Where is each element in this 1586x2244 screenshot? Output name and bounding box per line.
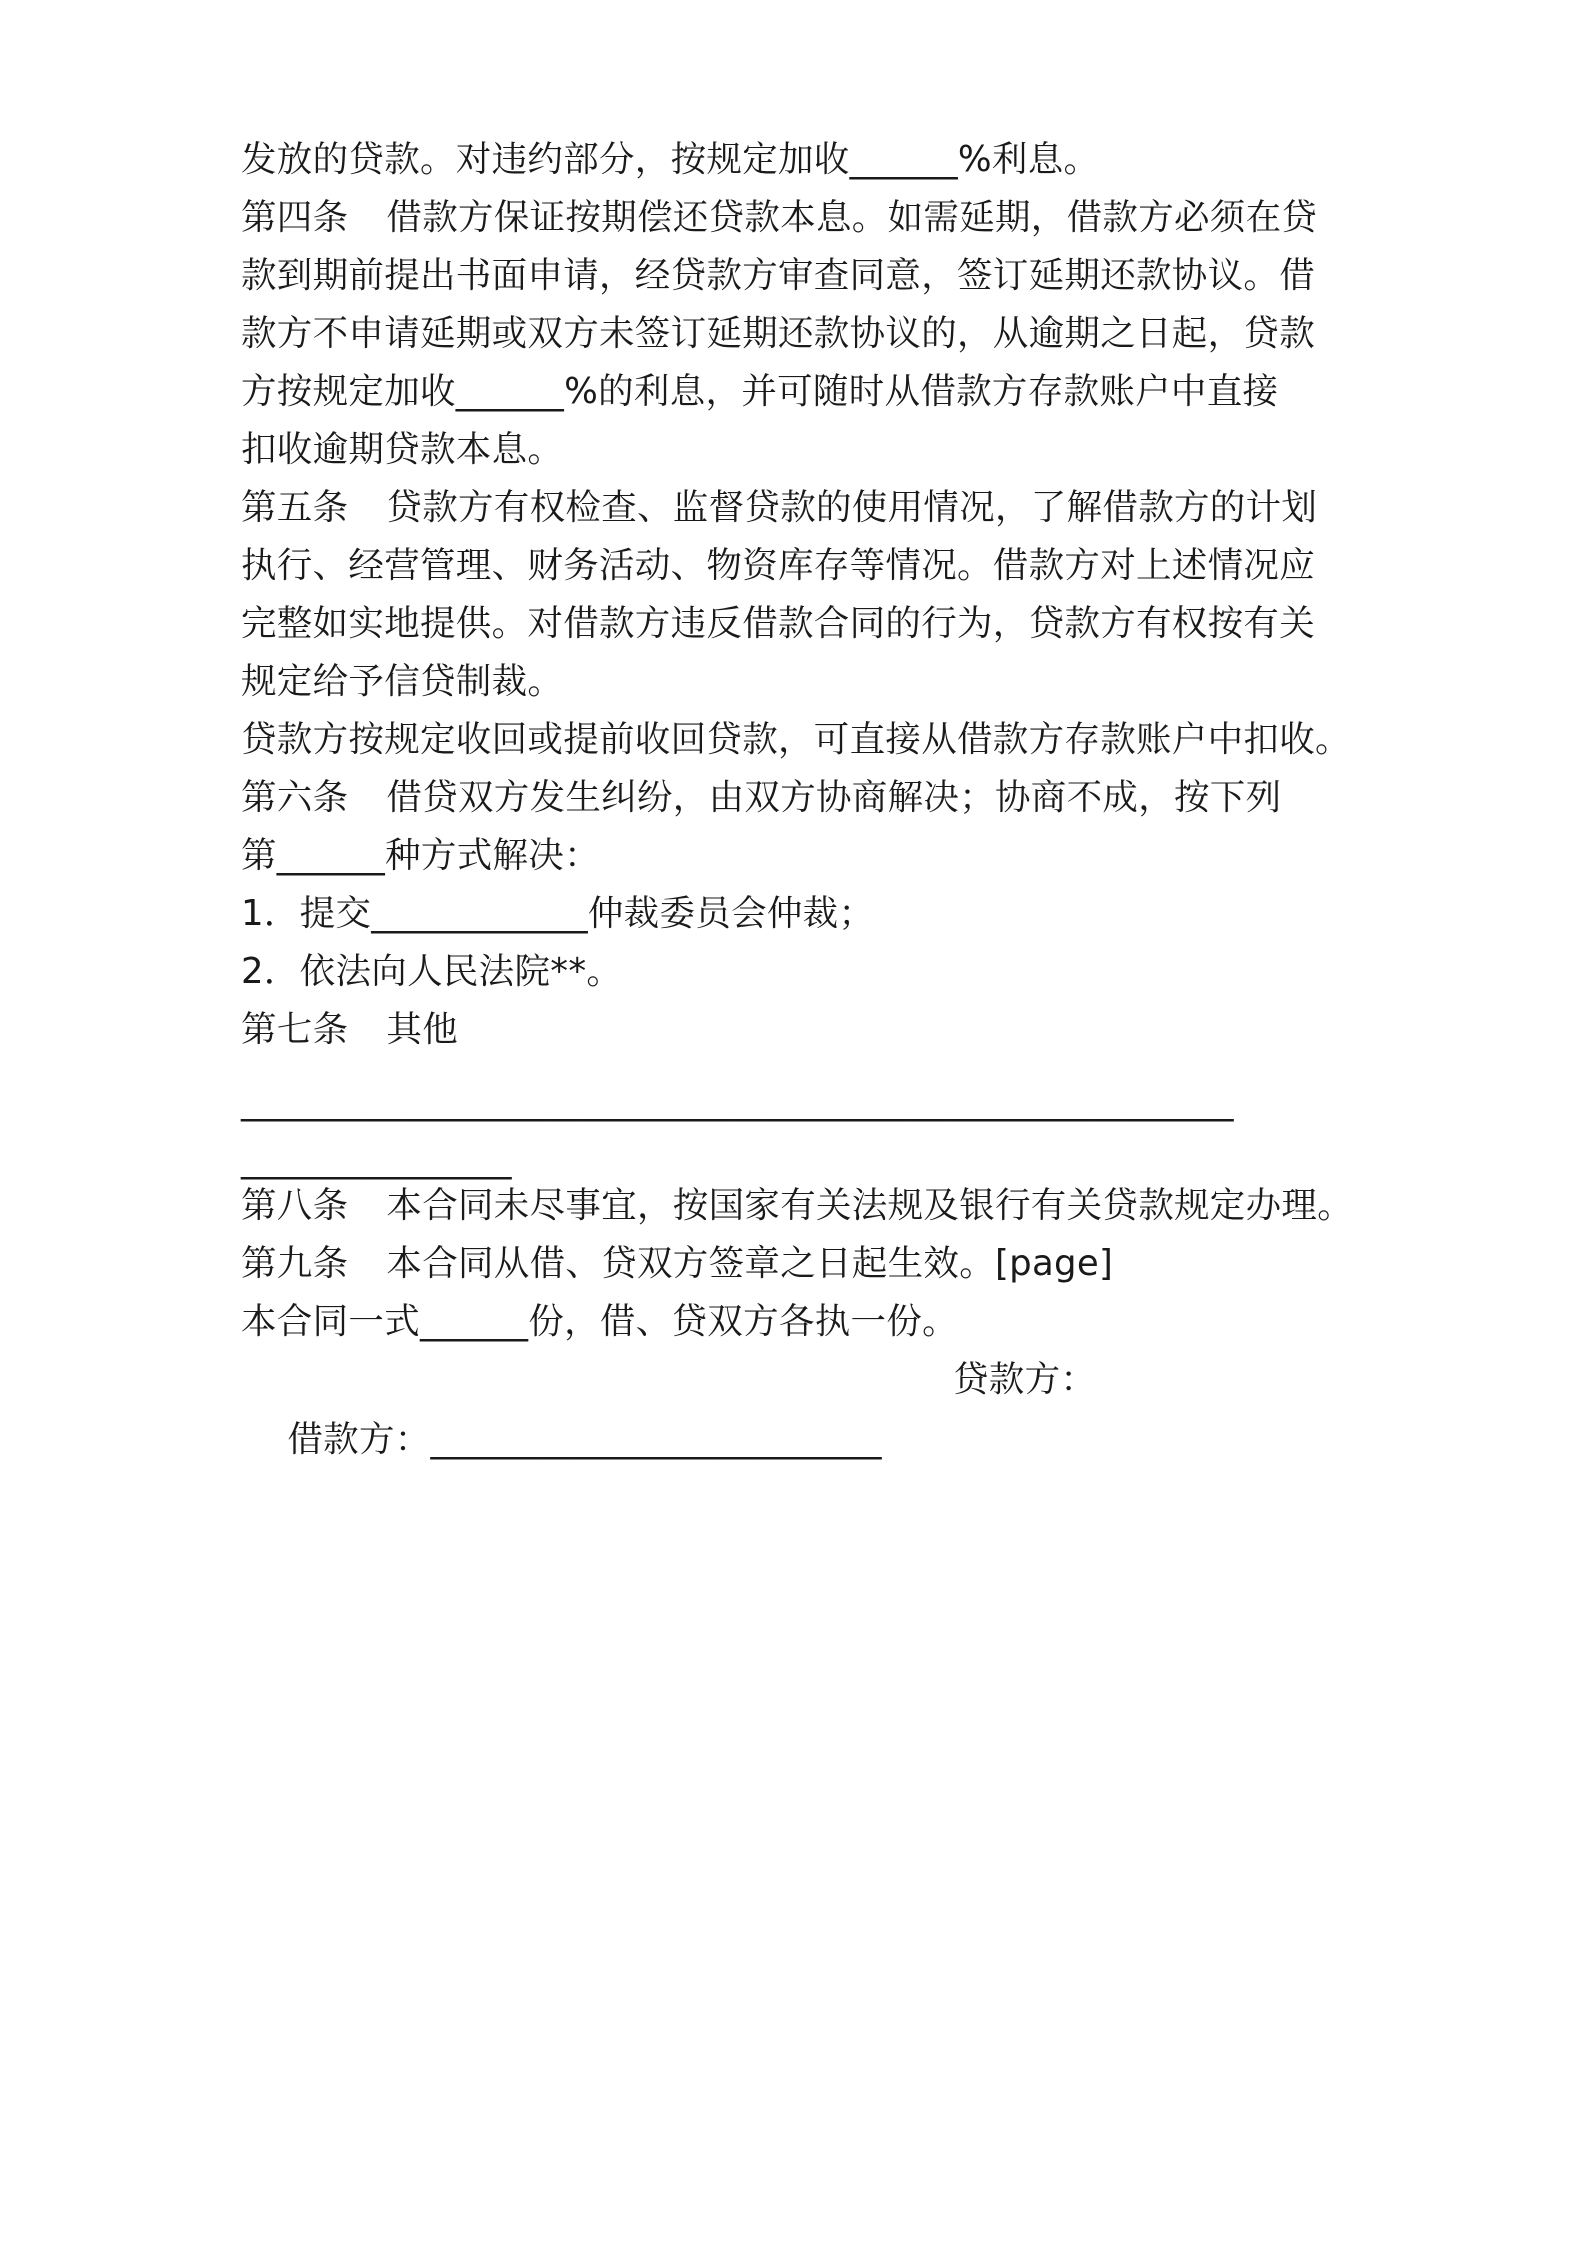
article-number: 第八条 [241,1185,349,1226]
paragraph-line: 扣收逾期贷款本息。 [241,429,564,470]
paragraph-line: 方按规定加收______%的利息，并可随时从借款方存款账户中直接 [241,371,1279,412]
article-text: 借款方保证按期偿还贷款本息。如需延期，借款方必须在贷 [386,197,1318,238]
borrower-signature: 借款方：_________________________ [287,1419,882,1460]
article-number: 第四条 [241,197,349,238]
paragraph-line: 第______种方式解决： [241,835,600,876]
paragraph-line: 本合同一式______份，借、贷双方各执一份。 [241,1301,958,1342]
paragraph-line: 款到期前提出书面申请，经贷款方审查同意，签订延期还款协议。借 [241,255,1316,296]
article-4-heading-line [241,188,1317,248]
paragraph-line: 完整如实地提供。对借款方违反借款合同的行为，贷款方有权按有关 [241,603,1316,644]
article-text: 其他 [386,1009,459,1050]
list-item: 1．提交____________仲裁委员会仲裁； [241,893,875,934]
article-6-heading-line [241,768,1281,828]
lender-signature: 贷款方： [953,1359,1097,1400]
article-number: 第六条 [241,777,349,818]
article-8-heading-line [241,1176,1353,1236]
article-number: 第五条 [241,487,349,528]
blank-fill-line: _______________________________________________________ [241,1081,1234,1122]
paragraph-line: 发放的贷款。对违约部分，按规定加收______%利息。 [241,139,1100,180]
article-text: 借贷双方发生纠纷，由双方协商解决；协商不成，按下列 [386,777,1282,818]
paragraph-line: 款方不申请延期或双方未签订延期还款协议的，从逾期之日起，贷款 [241,313,1316,354]
article-text: 本合同未尽事宜，按国家有关法规及银行有关贷款规定办理。 [386,1185,1354,1226]
paragraph-line: 规定给予信贷制裁。 [241,661,564,702]
signature-row [241,1350,1141,1460]
article-number: 第七条 [241,1009,349,1050]
paragraph-line: 贷款方按规定收回或提前收回贷款，可直接从借款方存款账户中扣收。 [241,719,1351,760]
article-9-heading-line [241,1234,1113,1294]
article-text: 本合同从借、贷双方签章之日起生效。[page] [386,1243,1114,1284]
article-number: 第九条 [241,1243,349,1284]
paragraph-line: 执行、经营管理、财务活动、物资库存等情况。借款方对上述情况应 [241,545,1316,586]
article-5-heading-line [241,478,1317,538]
blank-fill-line: _______________ [241,1139,512,1180]
article-7-heading-line [241,1000,458,1060]
list-item: 2．依法向人民法院**。 [241,951,623,992]
article-text: 贷款方有权检查、监督贷款的使用情况，了解借款方的计划 [386,487,1318,528]
